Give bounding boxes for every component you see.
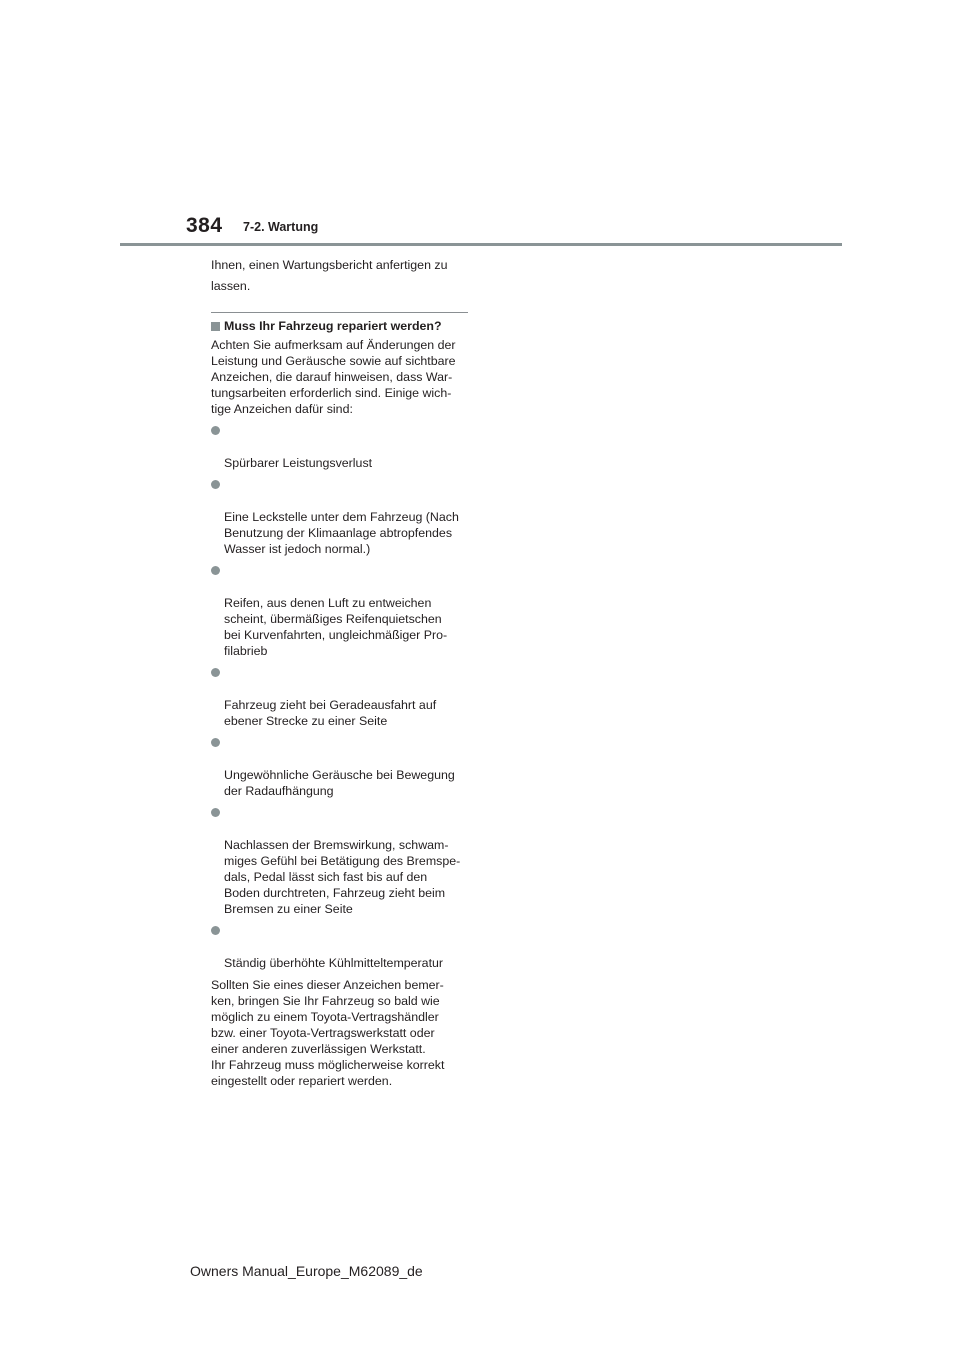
list-item	[211, 735, 471, 799]
list-item	[211, 805, 471, 917]
list-item-text: Eine Leckstelle unter dem Fahrzeug (Nach Benutzung der Klimaanlage abtropfendes Wasser ist jedoch normal.)	[224, 510, 459, 556]
header-rule	[120, 243, 842, 246]
list-item	[211, 563, 471, 659]
body-paragraph: Achten Sie aufmerksam auf Änderungen der Leistung und Geräusche sowie auf sichtbare Anzeichen, die darauf hinweisen, dass War- tungsarbeiten erforderlich sind. Einige wich- tige Anzeichen dafür sind:	[211, 338, 456, 416]
circle-bullet-icon	[211, 926, 220, 935]
warning-signs-list	[211, 423, 471, 971]
circle-bullet-icon	[211, 426, 220, 435]
page-number: 384	[186, 214, 223, 237]
section-title: 7-2. Wartung	[243, 220, 319, 234]
closing-paragraph: Sollten Sie eines dieser Anzeichen bemer- ken, bringen Sie Ihr Fahrzeug so bald wie möglich zu einem Toyota-Vertragshändler bzw. einer Toyota-Vertragswerkstatt oder einer anderen zuverlässigen Werkstatt. Ihr Fahrzeug muss möglicherweise korrekt eingestellt oder repariert werden.	[211, 978, 445, 1088]
list-item-text: Ungewöhnliche Geräusche bei Bewegung der Radaufhängung	[224, 768, 455, 798]
list-item-text: Reifen, aus denen Luft zu entweichen scheint, übermäßiges Reifenquietschen bei Kurvenfahrten, ungleichmäßiger Pro- filabrieb	[224, 596, 448, 658]
list-item-text: Nachlassen der Bremswirkung, schwam- miges Gefühl bei Betätigung des Bremspe- dals, Pedal lässt sich fast bis auf den Boden durchtreten, Fahrzeug zieht beim Bremsen zu einer Seite	[224, 838, 461, 916]
circle-bullet-icon	[211, 808, 220, 817]
list-item	[211, 665, 471, 729]
list-item-text: Fahrzeug zieht bei Geradeausfahrt auf ebener Strecke zu einer Seite	[224, 698, 437, 728]
circle-bullet-icon	[211, 738, 220, 747]
subheading	[211, 318, 471, 334]
list-item	[211, 423, 471, 471]
main-content	[211, 255, 471, 1089]
list-item-text: Ständig überhöhte Kühlmitteltemperatur	[224, 956, 444, 970]
list-item	[211, 923, 471, 971]
list-item	[211, 477, 471, 557]
intro-text: Ihnen, einen Wartungsbericht anfertigen zu lassen.	[211, 258, 448, 293]
footer-text: Owners Manual_Europe_M62089_de	[190, 1263, 423, 1279]
list-item-text: Spürbarer Leistungsverlust	[224, 456, 373, 470]
section-divider	[211, 312, 468, 313]
subheading-text: Muss Ihr Fahrzeug repariert werden?	[224, 319, 442, 333]
square-bullet-icon	[211, 322, 220, 331]
circle-bullet-icon	[211, 566, 220, 575]
circle-bullet-icon	[211, 668, 220, 677]
circle-bullet-icon	[211, 480, 220, 489]
